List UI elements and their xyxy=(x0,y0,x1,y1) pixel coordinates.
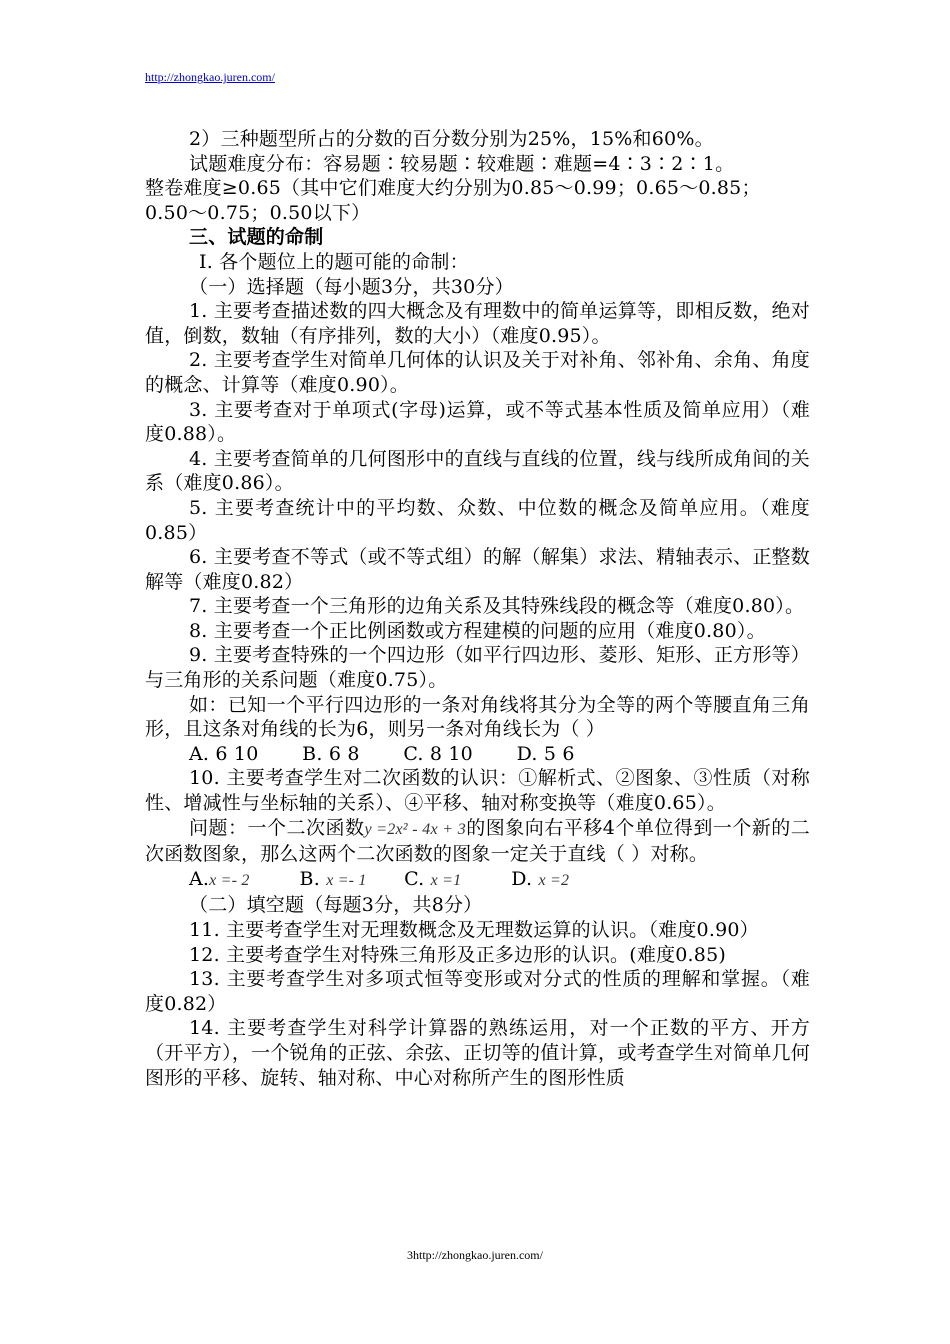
option-b-label: B. xyxy=(299,867,320,890)
option-a-label: A. xyxy=(189,867,210,890)
option-c-value: x =1 xyxy=(430,871,462,889)
example-question: 如：已知一个平行四边形的一条对角线将其分为全等的两个等腰直角三角形，且这条对角线的长为6，则另一条对角线长为（ ） xyxy=(145,693,810,741)
item-5: 5. 主要考查统计中的平均数、众数、中位数的概念及简单应用。（难度0.85） xyxy=(145,496,810,544)
item-9: 9. 主要考查特殊的一个四边形（如平行四边形、菱形、矩形、正方形等）与三角形的关系问题（难度0.75）。 xyxy=(145,644,810,692)
item-12: 12. 主要考查学生对特殊三角形及正多边形的认识。(难度0.85) xyxy=(189,943,726,966)
section-heading: 三、试题的命制 xyxy=(189,226,324,249)
item-11: 11. 主要考查学生对无理数概念及无理数运算的认识。（难度0.90） xyxy=(189,919,759,941)
paragraph-difficulty-distribution: 试题难度分布：容易题∶较易题∶较难题∶难题=4∶3∶2∶1。 xyxy=(189,152,735,175)
item-13: 13. 主要考查学生对多项式恒等变形或对分式的性质的理解和掌握。（难度0.82） xyxy=(145,968,810,1015)
subsection-heading: Ⅰ. 各个题位上的题可能的命制： xyxy=(199,250,469,273)
document-body xyxy=(145,127,810,1090)
quadratic-options xyxy=(145,867,810,894)
quadratic-formula: y =2x² - 4x + 3 xyxy=(364,820,466,838)
item-10: 10. 主要考查学生对二次函数的认识：①解析式、②图象、③性质（对称性、增减性与坐标轴的关系）、④平移、轴对称变换等（难度0.65）。 xyxy=(145,767,810,815)
item-3: 3. 主要考查对于单项式(字母)运算，或不等式基本性质及简单应用）（难度0.88）。 xyxy=(145,398,810,446)
paragraph-overall-difficulty: 整卷难度≥0.65（其中它们难度大约分别为0.85～0.99；0.65～0.85； xyxy=(145,177,761,200)
header-url-link[interactable]: http://zhongkao.juren.com/ xyxy=(145,70,275,84)
option-d-label: D. xyxy=(511,867,533,890)
item-2: 2. 主要考查学生对简单几何体的认识及关于对补角、邻补角、余角、角度的概念、计算等（难度0.90）。 xyxy=(145,349,810,396)
item-7: 7. 主要考查一个三角形的边角关系及其特殊线段的概念等（难度0.80）。 xyxy=(189,595,805,618)
item-1: 1. 主要考查描述数的四大概念及有理数中的简单运算等，即相反数，绝对值，倒数，数轴（有序排列，数的大小）（难度0.95）。 xyxy=(145,300,810,347)
paragraph-overall-difficulty-cont: 0.50～0.75；0.50以下） xyxy=(145,201,371,224)
choice-section-title: （一）选择题（每小题3分，共30分） xyxy=(189,275,514,298)
example-options: A. 6 10 B. 6 8 C. 8 10 D. 5 6 xyxy=(189,742,575,765)
item-14: 14. 主要考查学生对科学计算器的熟练运用，对一个正数的平方、开方（开平方），一个锐角的正弦、余弦、正切等的值计算，或考查学生对简单几何图形的平移、旋转、轴对称、中心对称所产生的图形性质 xyxy=(145,1017,810,1089)
option-b-value: x =- 1 xyxy=(326,871,367,889)
quadratic-question xyxy=(145,816,810,867)
option-c-label: C. xyxy=(404,867,425,890)
option-d-value: x =2 xyxy=(538,871,570,889)
footer-page-url: 3http://zhongkao.juren.com/ xyxy=(407,1248,543,1262)
quadratic-question-rest: 的图象向右平移4个单位得到一个新的二次函数图象，那么这两个二次函数的图象一定关于直线（ ）对称。 xyxy=(145,816,810,866)
item-6: 6. 主要考查不等式（或不等式组）的解（解集）求法、精轴表示、正整数解等（难度0.82） xyxy=(145,546,810,593)
paragraph-score-percentages: 2）三种题型所占的分数的百分数分别为25%，15%和60%。 xyxy=(189,128,714,150)
quadratic-question-lead: 问题：一个二次函数 xyxy=(189,816,365,839)
item-8: 8. 主要考查一个正比例函数或方程建模的问题的应用（难度0.80）。 xyxy=(189,619,766,642)
fill-section-title: （二）填空题（每题3分，共8分） xyxy=(189,894,483,917)
item-4: 4. 主要考查简单的几何图形中的直线与直线的位置，线与线所成角间的关系（难度0.86）。 xyxy=(145,447,810,495)
option-a-value: x =- 2 xyxy=(209,871,250,889)
